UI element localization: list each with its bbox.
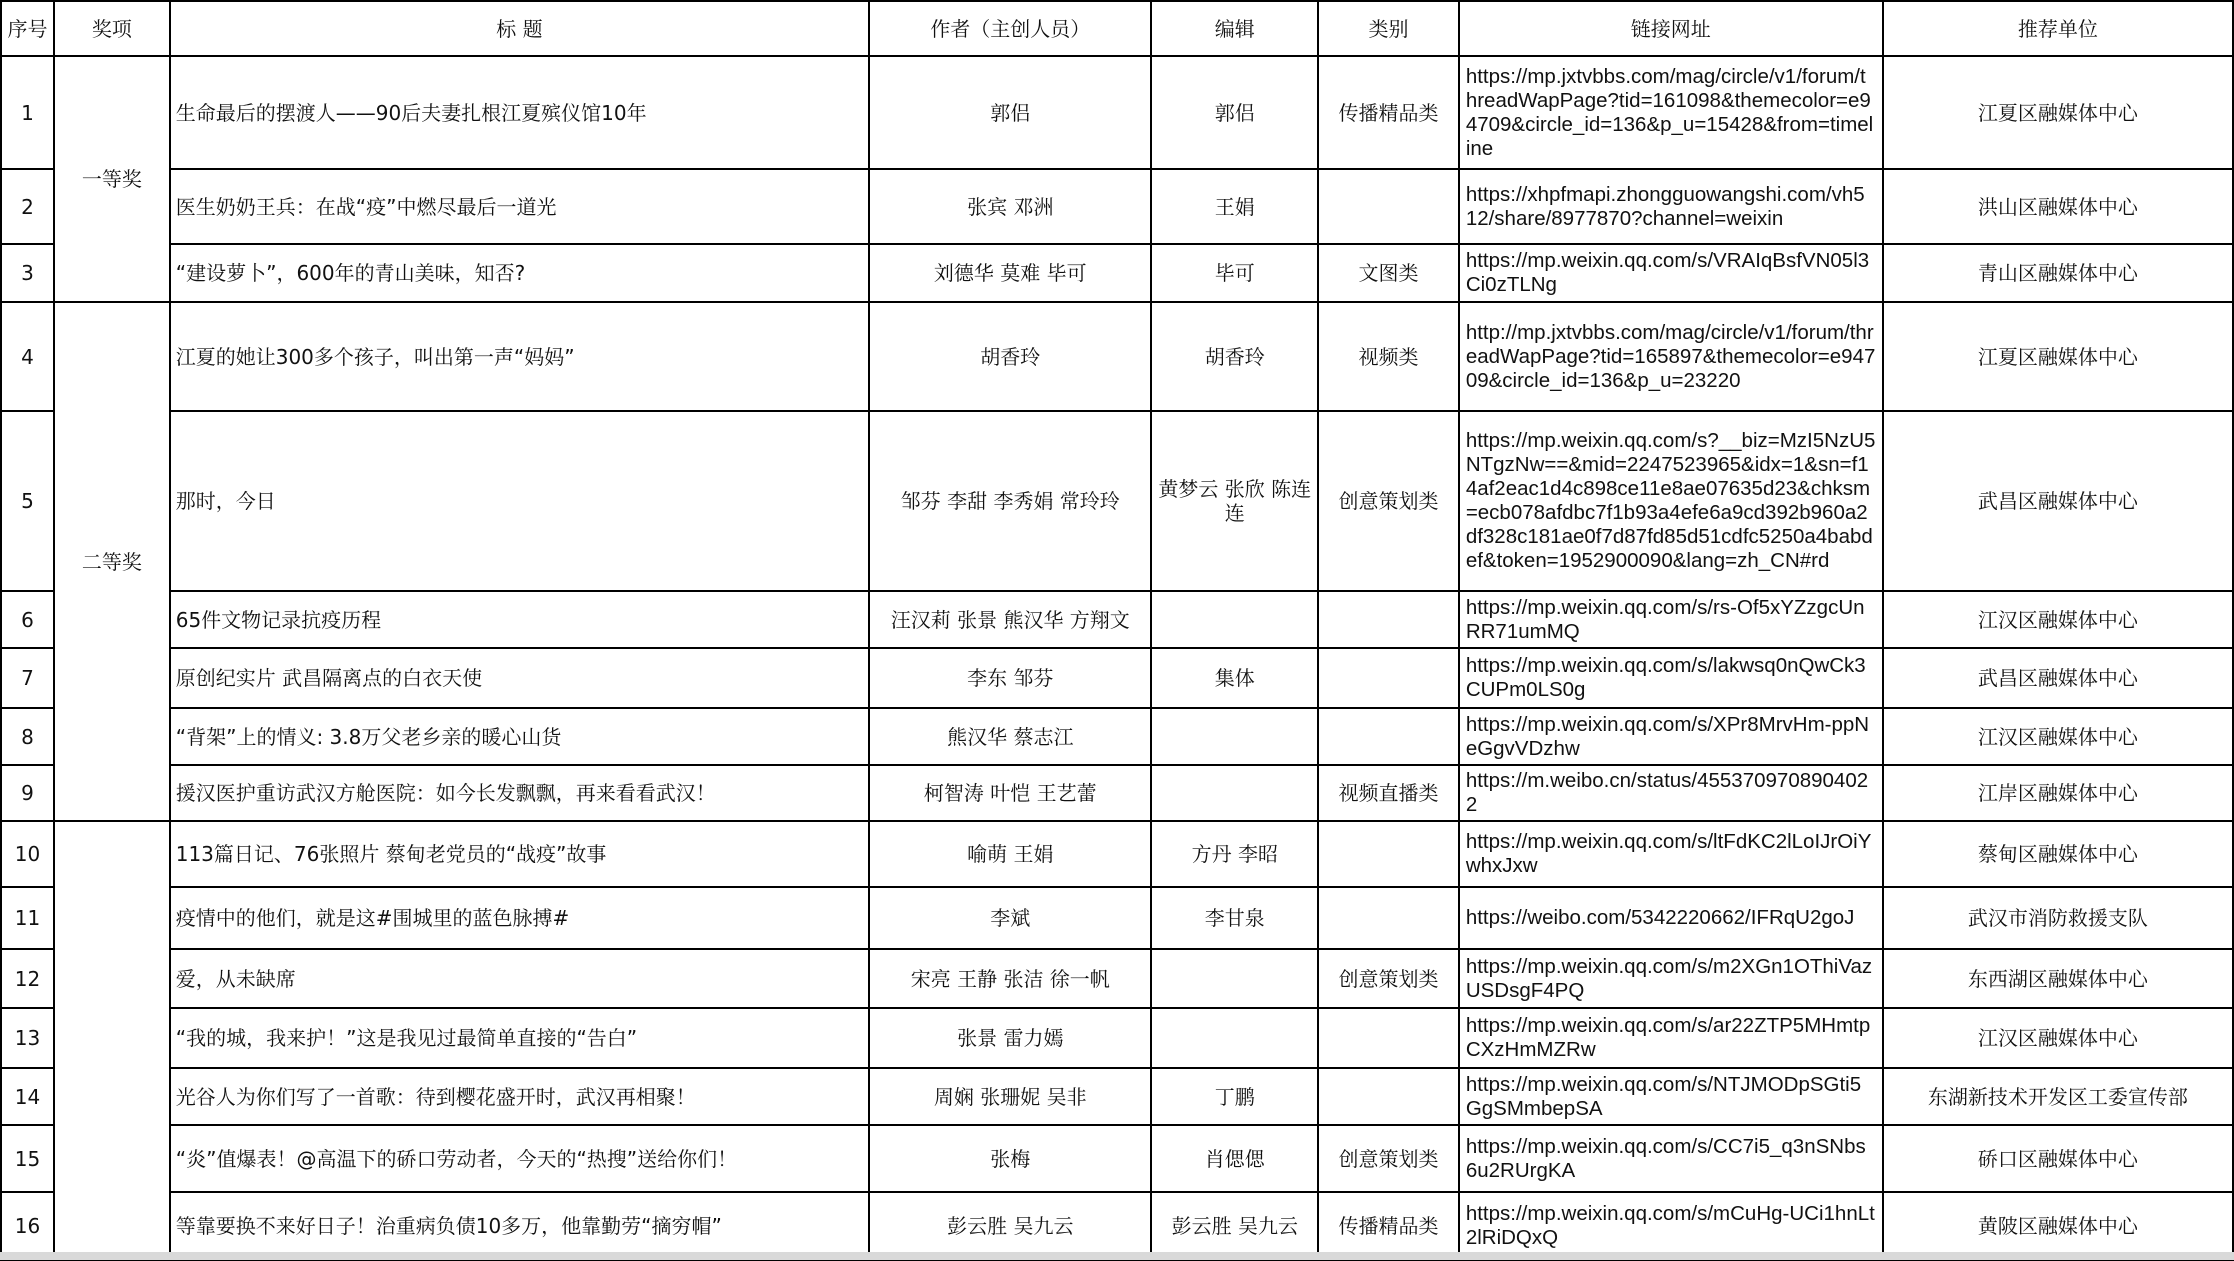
cell-editor[interactable]: 郭侣 bbox=[1151, 56, 1318, 169]
cell-category[interactable] bbox=[1318, 169, 1459, 244]
cell-title[interactable]: “炎”值爆表！@高温下的硚口劳动者，今天的“热搜”送给你们！ bbox=[170, 1125, 869, 1192]
cell-author[interactable]: 李斌 bbox=[869, 887, 1151, 949]
cell-author[interactable]: 宋亮 王静 张洁 徐一帆 bbox=[869, 949, 1151, 1008]
cell-unit[interactable]: 武汉市消防救援支队 bbox=[1883, 887, 2233, 949]
cell-editor[interactable]: 王娟 bbox=[1151, 169, 1318, 244]
cell-unit[interactable]: 洪山区融媒体中心 bbox=[1883, 169, 2233, 244]
cell-no[interactable]: 1 bbox=[1, 56, 54, 169]
cell-no[interactable]: 13 bbox=[1, 1008, 54, 1068]
cell-author[interactable]: 彭云胜 吴九云 bbox=[869, 1192, 1151, 1260]
cell-no[interactable]: 9 bbox=[1, 765, 54, 821]
header-editor[interactable]: 编辑 bbox=[1151, 1, 1318, 56]
header-author[interactable]: 作者（主创人员） bbox=[869, 1, 1151, 56]
table-row bbox=[1, 1008, 2233, 1068]
cell-no[interactable]: 4 bbox=[1, 302, 54, 411]
table-row bbox=[1, 765, 2233, 821]
cell-unit[interactable]: 东湖新技术开发区工委宣传部 bbox=[1883, 1068, 2233, 1125]
header-title[interactable]: 标 题 bbox=[170, 1, 869, 56]
cell-link[interactable]: https://mp.weixin.qq.com/s/VRAIqBsfVN05l3Ci0zTLNg bbox=[1459, 244, 1883, 302]
table-row bbox=[1, 949, 2233, 1008]
award-first[interactable]: 一等奖 bbox=[54, 56, 170, 302]
table-row bbox=[1, 244, 2233, 302]
cell-author[interactable]: 刘德华 莫难 毕可 bbox=[869, 244, 1151, 302]
cell-no[interactable]: 6 bbox=[1, 591, 54, 648]
cell-link[interactable]: https://mp.weixin.qq.com/s?__biz=MzI5NzU5NTgzNw==&mid=2247523965&idx=1&sn=f14af2eac1d4c898ce11e8ae07635d23&chksm=ecb078afdbc7f1b93a4efe6a9cd392b960a2df328c181ae0f7d87fd85d51cdfc5250a4babdef&token=1952900090&lang=zh_CN#rd bbox=[1459, 411, 1883, 591]
cell-title[interactable]: “背架”上的情义: 3.8万父老乡亲的暖心山货 bbox=[170, 708, 869, 765]
cell-no[interactable]: 11 bbox=[1, 887, 54, 949]
cell-author[interactable]: 喻萌 王娟 bbox=[869, 821, 1151, 887]
cell-unit[interactable]: 江汉区融媒体中心 bbox=[1883, 708, 2233, 765]
cell-title[interactable]: 生命最后的摆渡人——90后夫妻扎根江夏殡仪馆10年 bbox=[170, 56, 869, 169]
cell-editor[interactable]: 集体 bbox=[1151, 648, 1318, 708]
table-row bbox=[1, 302, 2233, 411]
award-third[interactable] bbox=[54, 821, 170, 1260]
cell-title[interactable]: “我的城，我来护！”这是我见过最简单直接的“告白” bbox=[170, 1008, 869, 1068]
cell-title[interactable]: 疫情中的他们，就是这#围城里的蓝色脉搏# bbox=[170, 887, 869, 949]
cell-editor[interactable] bbox=[1151, 708, 1318, 765]
cell-category[interactable]: 传播精品类 bbox=[1318, 56, 1459, 169]
cell-link[interactable]: https://m.weibo.cn/status/4553709708904022 bbox=[1459, 765, 1883, 821]
cell-unit[interactable]: 东西湖区融媒体中心 bbox=[1883, 949, 2233, 1008]
cell-unit[interactable]: 江岸区融媒体中心 bbox=[1883, 765, 2233, 821]
cell-category[interactable]: 文图类 bbox=[1318, 244, 1459, 302]
cell-title[interactable]: 65件文物记录抗疫历程 bbox=[170, 591, 869, 648]
cell-unit[interactable]: 武昌区融媒体中心 bbox=[1883, 411, 2233, 591]
cell-category[interactable]: 视频类 bbox=[1318, 302, 1459, 411]
cell-category[interactable]: 创意策划类 bbox=[1318, 411, 1459, 591]
cell-unit[interactable]: 江夏区融媒体中心 bbox=[1883, 56, 2233, 169]
cell-link[interactable]: https://mp.jxtvbbs.com/mag/circle/v1/forum/threadWapPage?tid=161098&themecolor=e94709&circle_id=136&p_u=15428&from=timeline bbox=[1459, 56, 1883, 169]
cell-no[interactable]: 7 bbox=[1, 648, 54, 708]
cell-unit[interactable]: 江夏区融媒体中心 bbox=[1883, 302, 2233, 411]
cell-link[interactable]: https://xhpfmapi.zhongguowangshi.com/vh512/share/8977870?channel=weixin bbox=[1459, 169, 1883, 244]
cell-category[interactable]: 视频直播类 bbox=[1318, 765, 1459, 821]
cell-author[interactable]: 熊汉华 蔡志江 bbox=[869, 708, 1151, 765]
table-row bbox=[1, 1125, 2233, 1192]
cell-editor[interactable]: 丁鹏 bbox=[1151, 1068, 1318, 1125]
cell-link[interactable]: https://mp.weixin.qq.com/s/rs-Of5xYZzgcUnRR71umMQ bbox=[1459, 591, 1883, 648]
cell-title[interactable]: “建设萝卜”，600年的青山美味，知否? bbox=[170, 244, 869, 302]
cell-category[interactable] bbox=[1318, 708, 1459, 765]
table-row bbox=[1, 1192, 2233, 1260]
cell-category[interactable] bbox=[1318, 1008, 1459, 1068]
cell-link[interactable]: https://mp.weixin.qq.com/s/mCuHg-UCi1hnLt2lRiDQxQ bbox=[1459, 1192, 1883, 1260]
cell-no[interactable]: 16 bbox=[1, 1192, 54, 1260]
cell-category[interactable] bbox=[1318, 591, 1459, 648]
cell-editor[interactable]: 彭云胜 吴九云 bbox=[1151, 1192, 1318, 1260]
cell-no[interactable]: 14 bbox=[1, 1068, 54, 1125]
award-second[interactable]: 二等奖 bbox=[54, 302, 170, 821]
cell-no[interactable]: 15 bbox=[1, 1125, 54, 1192]
cell-no[interactable]: 3 bbox=[1, 244, 54, 302]
cell-author[interactable]: 周娴 张珊妮 吴非 bbox=[869, 1068, 1151, 1125]
cell-link[interactable]: https://weibo.com/5342220662/IFRqU2goJ bbox=[1459, 887, 1883, 949]
cell-author[interactable]: 柯智涛 叶恺 王艺蕾 bbox=[869, 765, 1151, 821]
cell-title[interactable]: 113篇日记、76张照片 蔡甸老党员的“战疫”故事 bbox=[170, 821, 869, 887]
cell-editor[interactable] bbox=[1151, 949, 1318, 1008]
cell-author[interactable]: 张宾 邓洲 bbox=[869, 169, 1151, 244]
cell-category[interactable] bbox=[1318, 887, 1459, 949]
cell-link[interactable]: https://mp.weixin.qq.com/s/m2XGn1OThiVazUSDsgF4PQ bbox=[1459, 949, 1883, 1008]
cell-title[interactable]: 爱，从未缺席 bbox=[170, 949, 869, 1008]
cell-no[interactable]: 12 bbox=[1, 949, 54, 1008]
cell-link[interactable]: https://mp.weixin.qq.com/s/ltFdKC2lLoIJrOiYwhxJxw bbox=[1459, 821, 1883, 887]
cell-title[interactable]: 医生奶奶王兵：在战“疫”中燃尽最后一道光 bbox=[170, 169, 869, 244]
header-link[interactable]: 链接网址 bbox=[1459, 1, 1883, 56]
cell-unit[interactable]: 青山区融媒体中心 bbox=[1883, 244, 2233, 302]
cell-no[interactable]: 5 bbox=[1, 411, 54, 591]
cell-category[interactable] bbox=[1318, 821, 1459, 887]
header-row bbox=[1, 1, 2233, 56]
cell-no[interactable]: 10 bbox=[1, 821, 54, 887]
cell-author[interactable]: 汪汉莉 张景 熊汉华 方翔文 bbox=[869, 591, 1151, 648]
cell-unit[interactable]: 蔡甸区融媒体中心 bbox=[1883, 821, 2233, 887]
sheet-bottom-edge bbox=[0, 1252, 2234, 1260]
cell-author[interactable]: 邹芬 李甜 李秀娟 常玲玲 bbox=[869, 411, 1151, 591]
table-row bbox=[1, 169, 2233, 244]
header-category[interactable]: 类别 bbox=[1318, 1, 1459, 56]
table-row bbox=[1, 708, 2233, 765]
cell-editor[interactable] bbox=[1151, 1008, 1318, 1068]
cell-link[interactable]: http://mp.jxtvbbs.com/mag/circle/v1/forum/threadWapPage?tid=165897&themecolor=e94709&circle_id=136&p_u=23220 bbox=[1459, 302, 1883, 411]
cell-unit[interactable]: 江汉区融媒体中心 bbox=[1883, 1008, 2233, 1068]
cell-unit[interactable]: 黄陂区融媒体中心 bbox=[1883, 1192, 2233, 1260]
cell-editor[interactable]: 肖偲偲 bbox=[1151, 1125, 1318, 1192]
cell-unit[interactable]: 江汉区融媒体中心 bbox=[1883, 591, 2233, 648]
table-row bbox=[1, 821, 2233, 887]
cell-link[interactable]: https://mp.weixin.qq.com/s/ar22ZTP5MHmtpCXzHmMZRw bbox=[1459, 1008, 1883, 1068]
header-award[interactable]: 奖项 bbox=[54, 1, 170, 56]
table-row bbox=[1, 887, 2233, 949]
header-no[interactable]: 序号 bbox=[1, 1, 54, 56]
cell-no[interactable]: 2 bbox=[1, 169, 54, 244]
cell-link[interactable]: https://mp.weixin.qq.com/s/lakwsq0nQwCk3CUPm0LS0g bbox=[1459, 648, 1883, 708]
cell-editor[interactable]: 胡香玲 bbox=[1151, 302, 1318, 411]
cell-editor[interactable] bbox=[1151, 765, 1318, 821]
cell-editor[interactable]: 李甘泉 bbox=[1151, 887, 1318, 949]
cell-editor[interactable]: 毕可 bbox=[1151, 244, 1318, 302]
cell-link[interactable]: https://mp.weixin.qq.com/s/NTJMODpSGti5GgSMmbepSA bbox=[1459, 1068, 1883, 1125]
cell-author[interactable]: 张梅 bbox=[869, 1125, 1151, 1192]
cell-category[interactable]: 传播精品类 bbox=[1318, 1192, 1459, 1260]
cell-title[interactable]: 原创纪实片 武昌隔离点的白衣天使 bbox=[170, 648, 869, 708]
cell-author[interactable]: 李东 邹芬 bbox=[869, 648, 1151, 708]
table-row bbox=[1, 411, 2233, 591]
cell-link[interactable]: https://mp.weixin.qq.com/s/CC7i5_q3nSNbs6u2RUrgKA bbox=[1459, 1125, 1883, 1192]
cell-title[interactable]: 援汉医护重访武汉方舱医院：如今长发飘飘，再来看看武汉！ bbox=[170, 765, 869, 821]
table-row bbox=[1, 1068, 2233, 1125]
cell-editor[interactable]: 黄梦云 张欣 陈连连 bbox=[1151, 411, 1318, 591]
cell-author[interactable]: 郭侣 bbox=[869, 56, 1151, 169]
cell-unit[interactable]: 武昌区融媒体中心 bbox=[1883, 648, 2233, 708]
cell-title[interactable]: 等靠要换不来好日子！治重病负债10多万，他靠勤劳“摘穷帽” bbox=[170, 1192, 869, 1260]
header-unit[interactable]: 推荐单位 bbox=[1883, 1, 2233, 56]
table-row bbox=[1, 648, 2233, 708]
table-row bbox=[1, 56, 2233, 169]
cell-editor[interactable]: 方丹 李昭 bbox=[1151, 821, 1318, 887]
cell-editor[interactable] bbox=[1151, 591, 1318, 648]
cell-author[interactable]: 张景 雷力嫣 bbox=[869, 1008, 1151, 1068]
cell-no[interactable]: 8 bbox=[1, 708, 54, 765]
cell-title[interactable]: 江夏的她让300多个孩子，叫出第一声“妈妈” bbox=[170, 302, 869, 411]
cell-unit[interactable]: 硚口区融媒体中心 bbox=[1883, 1125, 2233, 1192]
cell-title[interactable]: 那时，今日 bbox=[170, 411, 869, 591]
cell-category[interactable]: 创意策划类 bbox=[1318, 949, 1459, 1008]
table-row bbox=[1, 591, 2233, 648]
cell-link[interactable]: https://mp.weixin.qq.com/s/XPr8MrvHm-ppNeGgvVDzhw bbox=[1459, 708, 1883, 765]
cell-category[interactable]: 创意策划类 bbox=[1318, 1125, 1459, 1192]
cell-author[interactable]: 胡香玲 bbox=[869, 302, 1151, 411]
cell-category[interactable] bbox=[1318, 648, 1459, 708]
cell-title[interactable]: 光谷人为你们写了一首歌：待到樱花盛开时，武汉再相聚！ bbox=[170, 1068, 869, 1125]
cell-category[interactable] bbox=[1318, 1068, 1459, 1125]
